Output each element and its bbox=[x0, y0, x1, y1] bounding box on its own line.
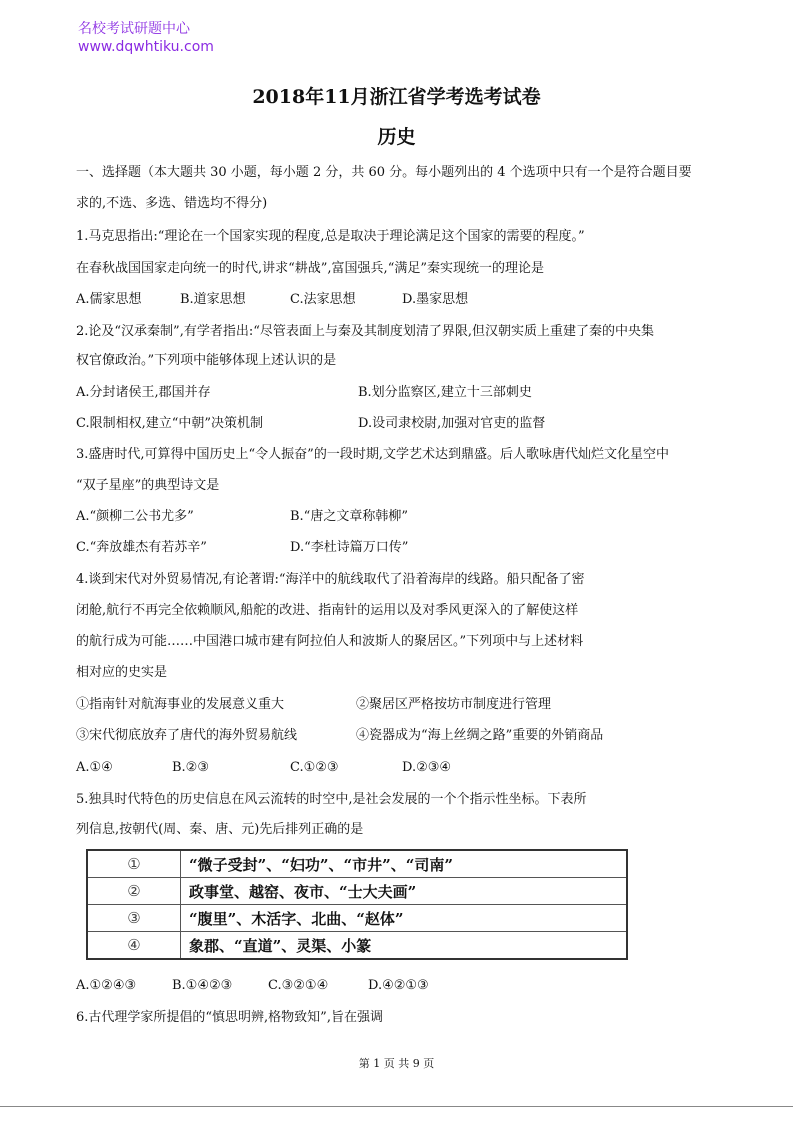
exam-title: 2018年11月浙江省学考选考试卷 bbox=[252, 86, 541, 108]
question-2-stem: 权官僚政治。”下列项中能够体现上述认识的是 bbox=[76, 353, 337, 368]
q4-option-a: A.①④ bbox=[76, 760, 113, 775]
q4-statement-1: ①指南针对航海事业的发展意义重大 bbox=[76, 697, 285, 712]
q1-option-b: B.道家思想 bbox=[180, 292, 246, 307]
question-5-stem: 列信息,按朝代(周、秦、唐、元)先后排列正确的是 bbox=[76, 822, 364, 837]
question-3-stem: “双子星座”的典型诗文是 bbox=[76, 478, 220, 493]
page-number: 第 1 页 共 9 页 bbox=[358, 1057, 435, 1070]
question-1-stem: 1.马克思指出:“理论在一个国家实现的程度,总是取决于理论满足这个国家的需要的程度。” bbox=[76, 229, 585, 244]
table-row-content: 象郡、“直道”、灵渠、小篆 bbox=[181, 932, 628, 960]
dynasty-info-table bbox=[86, 849, 628, 960]
table-row bbox=[87, 878, 627, 905]
question-3-stem: 3.盛唐时代,可算得中国历史上“令人振奋”的一段时期,文学艺术达到鼎盛。后人歌咏唐代灿烂文化星空中 bbox=[76, 447, 669, 462]
q2-option-c: C.限制相权,建立“中朝”决策机制 bbox=[76, 416, 264, 431]
q3-option-b: B.“唐之文章称韩柳” bbox=[290, 509, 408, 524]
q2-option-b: B.划分监察区,建立十三部刺史 bbox=[358, 385, 532, 400]
q5-option-b: B.①④②③ bbox=[172, 978, 233, 993]
table-row-content: 政事堂、越窑、夜市、“士大夫画” bbox=[181, 878, 628, 905]
table-row bbox=[87, 905, 627, 932]
q1-option-d: D.墨家思想 bbox=[402, 292, 469, 307]
q5-option-c: C.③②①④ bbox=[268, 978, 329, 993]
watermark-name: 名校考试研题中心 bbox=[78, 21, 190, 37]
q3-option-d: D.“李杜诗篇万口传” bbox=[290, 540, 409, 555]
watermark-url: www.dqwhtiku.com bbox=[78, 39, 214, 55]
table-row-content: “微子受封”、“妇功”、“市井”、“司南” bbox=[181, 850, 628, 878]
q5-option-d: D.④②①③ bbox=[368, 978, 429, 993]
q4-option-c: C.①②③ bbox=[290, 760, 339, 775]
question-4-stem: 闭舱,航行不再完全依赖顺风,船舵的改进、指南针的运用以及对季风更深入的了解使这样 bbox=[76, 603, 579, 618]
question-1-stem: 在春秋战国国家走向统一的时代,讲求“耕战”,富国强兵,“满足”秦实现统一的理论是 bbox=[76, 261, 544, 276]
question-4-stem: 的航行成为可能……中国港口城市建有阿拉伯人和波斯人的聚居区。”下列项中与上述材料 bbox=[76, 634, 584, 649]
table-row-number: ③ bbox=[87, 905, 181, 932]
question-2-stem: 2.论及“汉承秦制”,有学者指出:“尽管表面上与秦及其制度划清了界限,但汉朝实质上重建了秦的中央集 bbox=[76, 324, 654, 339]
q4-option-b: B.②③ bbox=[172, 760, 209, 775]
q4-statement-2: ②聚居区严格按坊市制度进行管理 bbox=[356, 697, 552, 712]
bottom-divider bbox=[0, 1106, 793, 1107]
q2-option-d: D.设司隶校尉,加强对官吏的监督 bbox=[358, 416, 546, 431]
q2-option-a: A.分封诸侯王,郡国并存 bbox=[76, 385, 211, 400]
exam-subject: 历史 bbox=[377, 126, 416, 148]
q4-option-d: D.②③④ bbox=[402, 760, 452, 775]
section-intro: 一、选择题（本大题共 30 小题，每小题 2 分，共 60 分。每小题列出的 4 个选项中只有一个是符合题目要 bbox=[76, 165, 692, 180]
table-row-number: ① bbox=[87, 850, 181, 878]
section-intro: 求的,不选、多选、错选均不得分) bbox=[76, 196, 268, 211]
q3-option-a: A.“颜柳二公书尤多” bbox=[76, 509, 194, 524]
q4-statement-3: ③宋代彻底放弃了唐代的海外贸易航线 bbox=[76, 728, 298, 743]
watermark bbox=[78, 20, 214, 56]
table-row bbox=[87, 850, 627, 878]
table-row bbox=[87, 932, 627, 960]
table-row-content: “腹里”、木活字、北曲、“赵体” bbox=[181, 905, 628, 932]
table-row-number: ④ bbox=[87, 932, 181, 960]
question-5-stem: 5.独具时代特色的历史信息在风云流转的时空中,是社会发展的一个个指示性坐标。下表所 bbox=[76, 792, 587, 807]
q3-option-c: C.“奔放雄杰有若苏辛” bbox=[76, 540, 207, 555]
q1-option-a: A.儒家思想 bbox=[76, 292, 142, 307]
q4-statement-4: ④瓷器成为“海上丝绸之路”重要的外销商品 bbox=[356, 728, 604, 743]
q5-option-a: A.①②④③ bbox=[76, 978, 137, 993]
question-6-stem: 6.古代理学家所提倡的“慎思明辨,格物致知”,旨在强调 bbox=[76, 1010, 383, 1025]
q1-option-c: C.法家思想 bbox=[290, 292, 356, 307]
table-row-number: ② bbox=[87, 878, 181, 905]
question-4-stem: 4.谈到宋代对外贸易情况,有论著谓:“海洋中的航线取代了沿着海岸的线路。船只配备了密 bbox=[76, 572, 585, 587]
question-4-stem: 相对应的史实是 bbox=[76, 665, 168, 680]
